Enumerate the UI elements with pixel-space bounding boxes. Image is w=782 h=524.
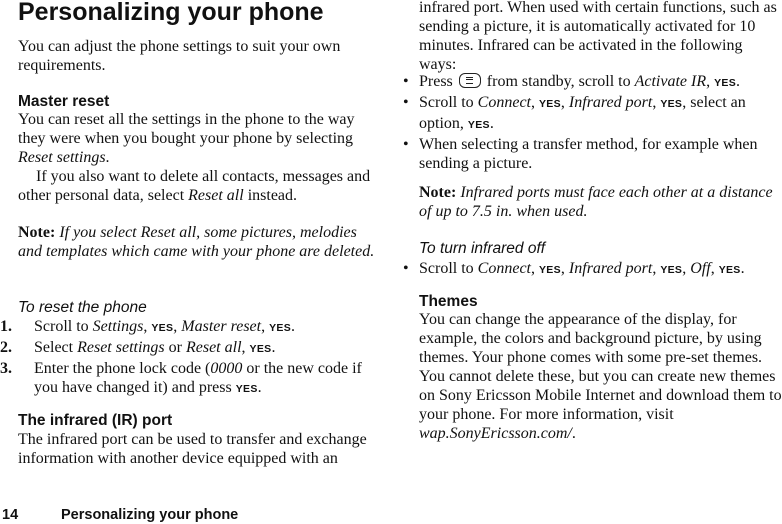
yes-key-label: YES bbox=[467, 119, 490, 131]
master-reset-body-2: If you also want to delete all contacts, messages and other personal data, select Reset all instead. bbox=[18, 168, 371, 204]
master-reset-note: Note: If you select Reset all, some pictures, melodies and templates which came with your phone are deleted. bbox=[18, 224, 375, 260]
yes-key-label: YES bbox=[539, 264, 561, 276]
yes-key-label: YES bbox=[660, 264, 683, 276]
infrared-heading: The infrared (IR) port bbox=[18, 412, 173, 429]
reset-steps-list bbox=[0, 317, 384, 399]
themes-heading: Themes bbox=[419, 293, 478, 310]
yes-key-label: YES bbox=[714, 77, 737, 89]
master-reset-body: You can reset all the settings in the phone to the way they were when you bought your phone by selecting Reset settings. bbox=[18, 111, 355, 166]
page-number: 14 bbox=[2, 507, 19, 523]
sony-ericsson-link[interactable]: wap.SonyEricsson.com/ bbox=[419, 425, 572, 442]
menu-key-icon bbox=[459, 73, 481, 88]
list-item: • Scroll to Connect, YES, Infrared port, YES, Off, YES. bbox=[403, 260, 745, 277]
turn-infrared-off-heading: To turn infrared off bbox=[419, 240, 546, 257]
list-item: • When selecting a transfer method, for example when sending a picture. bbox=[403, 136, 758, 172]
reset-phone-heading: To reset the phone bbox=[18, 299, 147, 316]
list-item: • Scroll to Connect, YES, Infrared port, YES, select an option, YES. bbox=[403, 94, 746, 132]
infrared-body-right: infrared port. When used with certain functions, such as sending a picture, it is automatically activated for 10 minutes. Infrared can be activated in the following ways: bbox=[419, 0, 777, 73]
page-title: Personalizing your phone bbox=[18, 0, 324, 26]
themes-body: You can change the appearance of the display, for example, the colors and background picture, by using themes. Your phone comes with some pre-set themes. You cannot delete these, but you can create new themes on Sony Ericsson Mobile Internet and download them to your phone. For more information, visit wap.SonyEricsson.com/. bbox=[419, 311, 782, 442]
list-item: 3. Enter the phone lock code (0000 or the new code if you have changed it) and press YES. bbox=[0, 360, 362, 396]
turn-off-list bbox=[403, 259, 781, 280]
list-item: • Press from standby, scroll to Activate IR, YES. bbox=[403, 73, 741, 90]
yes-key-label: YES bbox=[269, 322, 292, 334]
master-reset-heading: Master reset bbox=[18, 93, 110, 110]
yes-key-label: YES bbox=[151, 322, 174, 334]
yes-key-label: YES bbox=[249, 343, 272, 355]
intro-paragraph: You can adjust the phone settings to suit your own requirements. bbox=[18, 38, 341, 74]
list-item: 2. Select Reset settings or Reset all, YES. bbox=[0, 339, 276, 356]
infrared-body-left: The infrared port can be used to transfer and exchange information with another device equipped with an bbox=[18, 431, 367, 467]
footer-title: Personalizing your phone bbox=[61, 507, 239, 523]
yes-key-label: YES bbox=[718, 264, 741, 276]
yes-key-label: YES bbox=[539, 98, 561, 110]
infrared-note: Note: Infrared ports must face each other at a distance of up to 7.5 in. when used. bbox=[419, 184, 773, 220]
list-item: 1. Scroll to Settings, YES, Master reset, YES. bbox=[0, 318, 296, 335]
yes-key-label: YES bbox=[660, 98, 683, 110]
yes-key-label: YES bbox=[235, 383, 258, 395]
infrared-activation-list bbox=[403, 72, 781, 173]
